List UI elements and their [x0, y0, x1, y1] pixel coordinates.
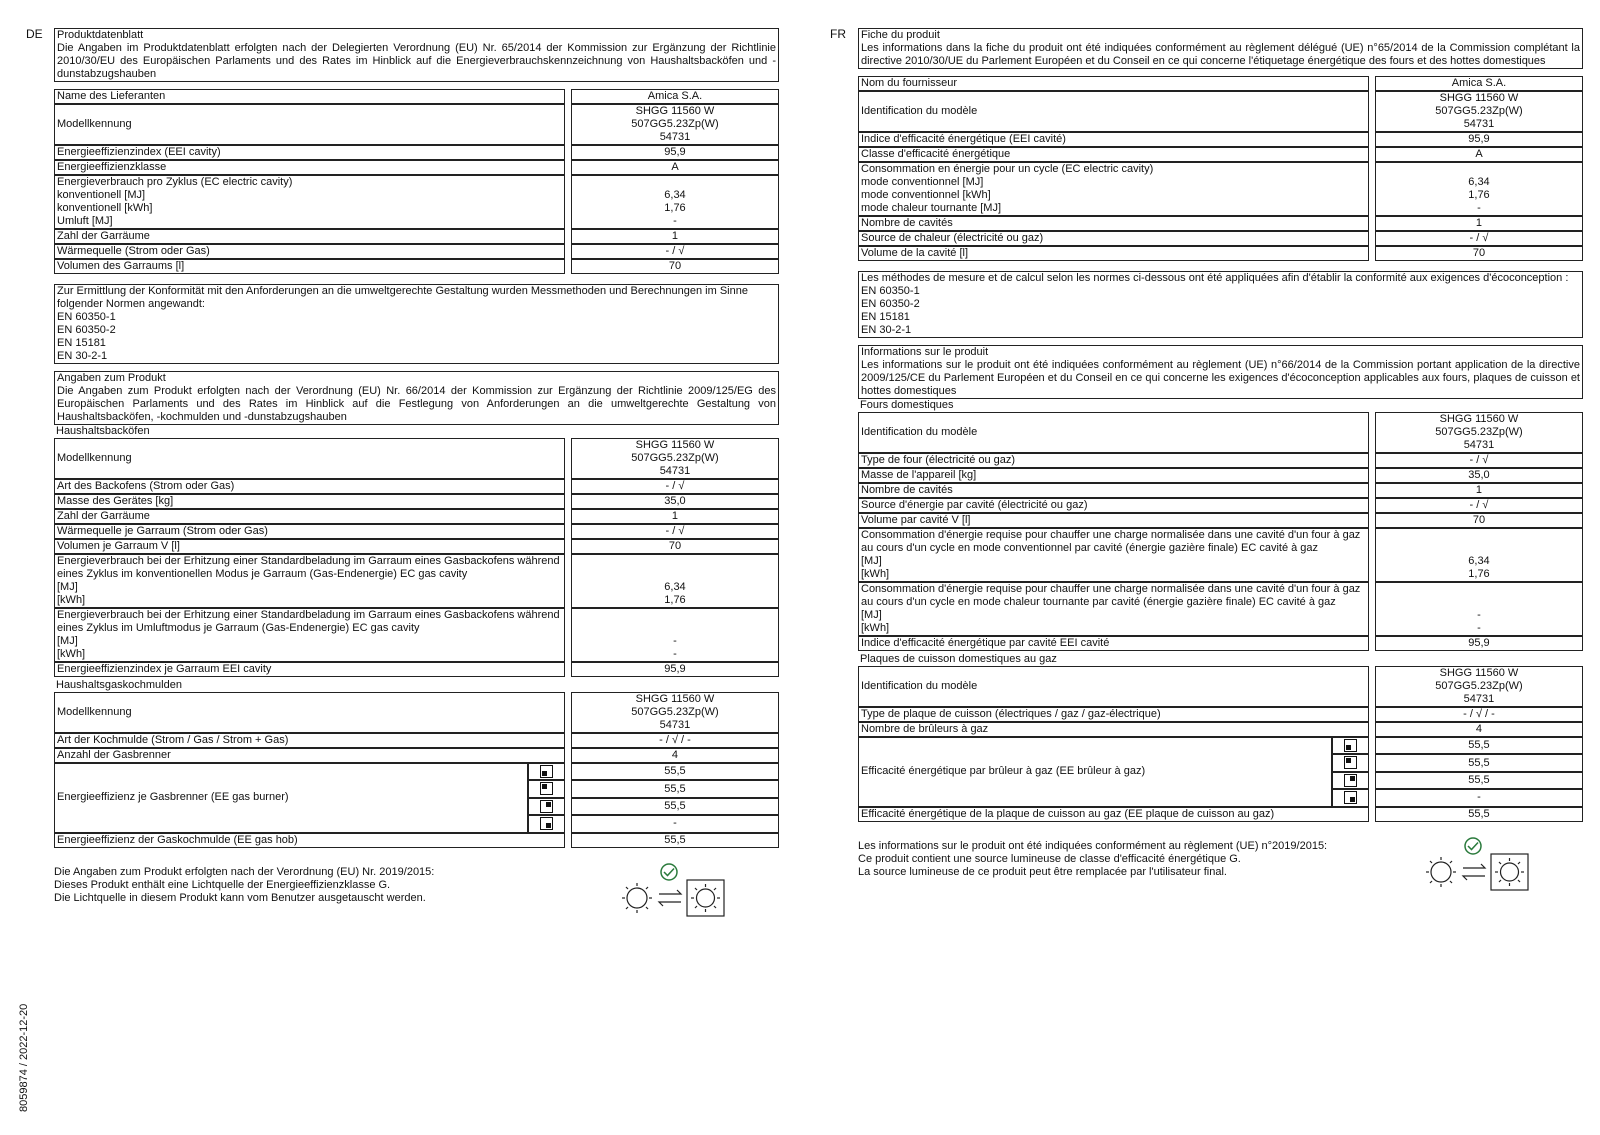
table-row: [858, 216, 1583, 231]
burner-efficiency-value: 55,5: [1375, 772, 1583, 789]
model-label: Identification du modèle: [858, 412, 1369, 453]
hobs-table: [858, 666, 1583, 822]
text-line: 507GG5.23Zp(W): [1435, 680, 1523, 692]
volume-label: Volume par cavité V [l]: [858, 513, 1369, 528]
burner-efficiency-value: 55,5: [1375, 754, 1583, 771]
text-line: 54731: [1463, 439, 1495, 451]
text-line: Energieverbrauch pro Zyklus (EC electric cavity): [57, 176, 293, 188]
energy-class-value: A: [1375, 147, 1583, 162]
table-row: [54, 89, 779, 104]
burners-count-value: 4: [571, 748, 779, 763]
burner-front-left-icon: [1344, 756, 1357, 769]
ovens-table: [54, 438, 779, 677]
text-line: 1,76: [664, 594, 686, 606]
text-line: 6,34: [664, 189, 686, 201]
text-line: EN 30-2-1: [57, 350, 108, 362]
cavities-label: Nombre de cavités: [858, 483, 1369, 498]
mass-value: 35,0: [571, 494, 779, 509]
table-row: [858, 636, 1583, 651]
text-line: 6,34: [1468, 176, 1490, 188]
datasheet-text: Les informations dans la fiche du produit ont été indiquées conformément au règlement délégué (UE) n°65/2014 de la Commission complétant la directive 2010/30/UE du Parlement Européen et du Conseil en ce qui concerne l'étiquetage énergétique des fours et des hottes domestiques: [861, 42, 1580, 67]
ec-conventional-value: [571, 554, 779, 608]
table-row: [54, 145, 779, 160]
model-value: [1375, 666, 1583, 707]
cavities-value: 1: [571, 229, 779, 244]
energy-consumption-label: [54, 175, 565, 229]
text-line: Dieses Produkt enthält eine Lichtquelle der Energieeffizienzklasse G.: [54, 878, 391, 891]
text-line: EN 60350-1: [57, 311, 116, 323]
heat-source-value: - / √: [1375, 498, 1583, 513]
text-line: -: [673, 635, 677, 647]
text-line: [kWh]: [57, 594, 86, 606]
heat-source-label: Wärmequelle je Garraum (Strom oder Gas): [54, 524, 565, 539]
text-line: 507GG5.23Zp(W): [631, 706, 719, 718]
text-line: EN 60350-2: [57, 324, 116, 336]
hobs-section-title: Haushaltsgaskochmulden: [56, 679, 182, 691]
text-line: -: [673, 648, 677, 660]
table-row: [858, 737, 1583, 754]
text-line: [MJ]: [57, 635, 78, 647]
ec-fan-value: [1375, 582, 1583, 636]
burner-rear-right-icon: [1344, 791, 1357, 804]
replaceable-light-source-icon: [1423, 834, 1533, 894]
model-label: Modellkennung: [54, 438, 565, 479]
datasheet-header: [858, 28, 1583, 69]
text-line: mode conventionnel [kWh]: [861, 189, 991, 201]
text-line: Les informations sur le produit ont été indiquées conformément au règlement (UE) n°2019/2015:: [858, 839, 1328, 852]
table-row: [858, 807, 1583, 822]
energy-consumption-label: [858, 162, 1369, 216]
burner-efficiency-label: Efficacité énergétique par brûleur à gaz (EE brûleur à gaz): [858, 737, 1332, 807]
heat-source-value: - / √: [571, 524, 779, 539]
burner-position-icon: [1332, 772, 1369, 789]
table-row: [54, 509, 779, 524]
text-line: SHGG 11560 W: [635, 105, 715, 117]
model-value: [571, 438, 779, 479]
eei-value: 95,9: [1375, 132, 1583, 147]
eei-value: 95,9: [571, 145, 779, 160]
hob-type-value: - / √ / -: [1375, 707, 1583, 722]
cavities-value: 1: [571, 509, 779, 524]
datasheet-title: Fiche du produit: [861, 29, 940, 41]
text-line: [kWh]: [57, 648, 86, 660]
volume-value: 70: [1375, 246, 1583, 261]
text-line: [574, 176, 776, 189]
text-line: 1,76: [1468, 189, 1490, 201]
oven-type-label: Type de four (électricité ou gaz): [858, 453, 1369, 468]
text-line: 1,76: [1468, 568, 1490, 580]
volume-value: 70: [571, 259, 779, 274]
burner-position-icon: [1332, 754, 1369, 771]
burner-efficiency-label: Energieeffizienz je Gasbrenner (EE gas burner): [54, 763, 528, 833]
table-row: [54, 662, 779, 677]
ec-fan-value: [571, 608, 779, 662]
ec-conventional-label: [54, 554, 565, 608]
mass-label: Masse des Gerätes [kg]: [54, 494, 565, 509]
table-row: [54, 175, 779, 229]
eei-cavity-value: 95,9: [571, 662, 779, 677]
supplier-label: Name des Lieferanten: [54, 89, 565, 104]
text-line: Umluft [MJ]: [57, 215, 113, 227]
mass-label: Masse de l'appareil [kg]: [858, 468, 1369, 483]
product-info-text: Die Angaben zum Produkt erfolgten nach der Verordnung (EU) Nr. 66/2014 der Kommission zur Ergänzung der Richtlinie 2009/125/EG des Europäischen Parlaments und des Rates im Hinblick auf die Festlegung von Anforderungen an die umweltgerechte Gestaltung von Haushaltsbacköfen, -kochmulden und -dunstabzugshauben: [57, 385, 776, 423]
burners-count-label: Nombre de brûleurs à gaz: [858, 722, 1369, 737]
burner-position-icon: [1332, 789, 1369, 806]
burner-front-left-icon: [540, 782, 553, 795]
text-line: [1378, 163, 1580, 176]
heat-source-value: - / √: [1375, 231, 1583, 246]
text-line: konventionell [kWh]: [57, 202, 153, 214]
table-row: [858, 76, 1583, 91]
datasheet-title: Produktdatenblatt: [57, 29, 144, 41]
table-row: [54, 160, 779, 175]
norms-text: [861, 272, 1580, 337]
datasheet-header: [54, 28, 779, 82]
text-line: -: [1477, 622, 1481, 634]
burner-efficiency-value: -: [571, 815, 779, 832]
text-line: konventionell [MJ]: [57, 189, 146, 201]
datasheet-text: Die Angaben im Produktdatenblatt erfolgten nach der Delegierten Verordnung (EU) Nr. 65/2014 der Kommission zur Ergänzung der Richtlinie 2010/30/EU des Europäischen Parlaments und des Rates im Hinblick auf die Energieverbrauchskennzeichnung von Haushaltsbacköfen und - dunstabzugshauben: [57, 42, 776, 80]
model-value: [1375, 412, 1583, 453]
product-info-title: Informations sur le produit: [861, 346, 989, 358]
text-line: 6,34: [664, 581, 686, 593]
eei-cavity-label: Energieeffizienzindex je Garraum EEI cavity: [54, 662, 565, 677]
text-line: Consommation d'énergie requise pour chauffer une charge normalisée dans une cavité d'un four à gaz au cours d'un cycle en mode chaleur tournante par cavité (énergie gazière finale) EC cavité à gaz: [861, 583, 1361, 608]
text-line: mode conventionnel [MJ]: [861, 176, 984, 188]
text-line: SHGG 11560 W: [635, 439, 715, 451]
ovens-table: [858, 412, 1583, 651]
ec-fan-label: [858, 582, 1369, 636]
oven-type-value: - / √: [571, 479, 779, 494]
text-line: Die Angaben zum Produkt erfolgten nach der Verordnung (EU) Nr. 2019/2015:: [54, 865, 435, 878]
eei-cavity-value: 95,9: [1375, 636, 1583, 651]
text-line: Die Lichtquelle in diesem Produkt kann vom Benutzer ausgetauscht werden.: [54, 891, 426, 904]
burner-efficiency-value: 55,5: [571, 798, 779, 815]
burner-position-icon: [528, 815, 565, 832]
table-row: [54, 104, 779, 145]
table-row: [858, 513, 1583, 528]
ec-conventional-value: [1375, 528, 1583, 582]
text-line: Ce produit contient une source lumineuse de classe d'efficacité énergétique G.: [858, 852, 1241, 865]
eei-label: Energieeffizienzindex (EEI cavity): [54, 145, 565, 160]
energy-class-value: A: [571, 160, 779, 175]
volume-label: Volumen je Garraum V [l]: [54, 539, 565, 554]
table-row: [54, 524, 779, 539]
mass-value: 35,0: [1375, 468, 1583, 483]
model-label: Modellkennung: [54, 104, 565, 145]
table-row: [858, 231, 1583, 246]
energy-class-label: Classe d'efficacité énergétique: [858, 147, 1369, 162]
product-info-box: [858, 345, 1583, 399]
burner-efficiency-value: 55,5: [571, 780, 779, 797]
text-line: Consommation en énergie pour un cycle (EC electric cavity): [861, 163, 1154, 175]
text-line: 54731: [1463, 118, 1495, 130]
volume-label: Volume de la cavité [l]: [858, 246, 1369, 261]
table-row: [54, 733, 779, 748]
energy-consumption-value: [571, 175, 779, 229]
ovens-section-title: Haushaltsbacköfen: [56, 425, 150, 437]
table-row: [54, 692, 779, 733]
model-label: Identification du modèle: [858, 666, 1369, 707]
hob-type-label: Art der Kochmulde (Strom / Gas / Strom + Gas): [54, 733, 565, 748]
burner-front-right-icon: [1344, 774, 1357, 787]
table-row: [54, 244, 779, 259]
model-value: [571, 692, 779, 733]
hobs-section-title: Plaques de cuisson domestiques au gaz: [860, 653, 1057, 665]
text-line: 507GG5.23Zp(W): [1435, 105, 1523, 117]
eei-label: Indice d'efficacité énergétique (EEI cavité): [858, 132, 1369, 147]
text-line: EN 60350-1: [861, 285, 920, 297]
table-row: [858, 722, 1583, 737]
oven-type-value: - / √: [1375, 453, 1583, 468]
text-line: EN 30-2-1: [861, 324, 912, 336]
model-label: Identification du modèle: [858, 91, 1369, 132]
text-line: Energieverbrauch bei der Erhitzung einer Standardbeladung im Garraum eines Gasbackofens während eines Zyklus im Umluftmodus je Garraum (Gas-Endenergie) EC gas cavity: [57, 609, 560, 634]
table-row: [858, 582, 1583, 636]
table-row: [858, 528, 1583, 582]
text-line: [kWh]: [861, 568, 890, 580]
text-line: 507GG5.23Zp(W): [631, 452, 719, 464]
table-row: [858, 147, 1583, 162]
table-row: [54, 479, 779, 494]
burner-position-icon: [1332, 737, 1369, 754]
text-line: 54731: [659, 719, 691, 731]
text-line: -: [1477, 202, 1481, 214]
burner-efficiency-value: -: [1375, 789, 1583, 806]
table-row: [858, 453, 1583, 468]
heat-source-label: Source d'énergie par cavité (électricité ou gaz): [858, 498, 1369, 513]
text-line: [MJ]: [861, 555, 882, 567]
text-line: SHGG 11560 W: [1439, 92, 1519, 104]
table-row: [858, 162, 1583, 216]
oven-type-label: Art des Backofens (Strom oder Gas): [54, 479, 565, 494]
burner-position-icon: [528, 780, 565, 797]
text-line: Zur Ermittlung der Konformität mit den Anforderungen an die umweltgerechte Gestaltung wurden Messmethoden und Berechnungen im Sinne folgender Normen angewandt:: [57, 285, 748, 310]
norms-text: [57, 285, 776, 363]
burner-efficiency-value: 55,5: [1375, 737, 1583, 754]
burner-rear-left-icon: [1344, 739, 1357, 752]
text-line: [MJ]: [861, 609, 882, 621]
cavities-value: 1: [1375, 216, 1583, 231]
model-label: Modellkennung: [54, 692, 565, 733]
hob-type-value: - / √ / -: [571, 733, 779, 748]
language-code-de: DE: [26, 27, 43, 41]
table-row: [54, 833, 779, 848]
hob-type-label: Type de plaque de cuisson (électriques / gaz / gaz-électrique): [858, 707, 1369, 722]
table-row: [858, 246, 1583, 261]
text-line: 54731: [1463, 693, 1495, 705]
table-row: [858, 498, 1583, 513]
burner-rear-right-icon: [540, 817, 553, 830]
light-source-note: [858, 840, 1583, 879]
column-de: [54, 28, 779, 905]
eei-cavity-label: Indice d'efficacité énergétique par cavité EEI cavité: [858, 636, 1369, 651]
table-row: [54, 438, 779, 479]
text-line: -: [1477, 609, 1481, 621]
table-row: [54, 494, 779, 509]
text-line: 507GG5.23Zp(W): [631, 118, 719, 130]
light-source-text: [858, 840, 1418, 879]
energy-label-table: [54, 89, 779, 274]
text-line: [MJ]: [57, 581, 78, 593]
text-line: EN 15181: [57, 337, 106, 349]
text-line: Energieverbrauch bei der Erhitzung einer Standardbeladung im Garraum eines Gasbackofens während eines Zyklus im konventionellen Modus je Garraum (Gas-Endenergie) EC gas cavity: [57, 555, 560, 580]
table-row: [54, 539, 779, 554]
volume-value: 70: [1375, 513, 1583, 528]
text-line: Les méthodes de mesure et de calcul selon les normes ci-dessous ont été appliquées afin d'établir la conformité aux exigences d'écoconception :: [861, 272, 1569, 284]
cavities-label: Nombre de cavités: [858, 216, 1369, 231]
product-info-title: Angaben zum Produkt: [57, 372, 166, 384]
document-id: 8059874 / 2022-12-20: [18, 1003, 30, 1112]
cavities-label: Zahl der Garräume: [54, 509, 565, 524]
volume-value: 70: [571, 539, 779, 554]
supplier-label: Nom du fournisseur: [858, 76, 1369, 91]
text-line: 6,34: [1468, 555, 1490, 567]
text-line: EN 15181: [861, 311, 910, 323]
text-line: mode chaleur tournante [MJ]: [861, 202, 1002, 214]
table-row: [858, 132, 1583, 147]
table-row: [858, 666, 1583, 707]
burner-efficiency-value: 55,5: [571, 763, 779, 780]
product-info-box: [54, 371, 779, 425]
burners-count-label: Anzahl der Gasbrenner: [54, 748, 565, 763]
burner-position-icon: [528, 763, 565, 780]
text-line: 507GG5.23Zp(W): [1435, 426, 1523, 438]
hob-efficiency-label: Efficacité énergétique de la plaque de cuisson au gaz (EE plaque de cuisson au gaz): [858, 807, 1369, 822]
text-line: Consommation d'énergie requise pour chauffer une charge normalisée dans une cavité d'un four à gaz au cours d'un cycle en mode conventionnel par cavité (énergie gazière finale) EC cavité à gaz: [861, 529, 1361, 554]
text-line: La source lumineuse de ce produit peut être remplacée par l'utilisateur final.: [858, 865, 1227, 878]
burner-rear-left-icon: [540, 765, 553, 778]
cavities-value: 1: [1375, 483, 1583, 498]
norms-box: [858, 271, 1583, 338]
ec-conventional-label: [858, 528, 1369, 582]
volume-label: Volumen des Garraums [l]: [54, 259, 565, 274]
cavities-label: Zahl der Garräume: [54, 229, 565, 244]
energy-label-table: [858, 76, 1583, 261]
light-source-text: [54, 866, 614, 905]
text-line: 54731: [659, 465, 691, 477]
text-line: 1,76: [664, 202, 686, 214]
burner-front-right-icon: [540, 800, 553, 813]
hob-efficiency-label: Energieeffizienz der Gaskochmulde (EE gas hob): [54, 833, 565, 848]
table-row: [858, 707, 1583, 722]
table-row: [54, 554, 779, 608]
text-line: 54731: [659, 131, 691, 143]
text-line: SHGG 11560 W: [635, 693, 715, 705]
table-row: [54, 608, 779, 662]
norms-box: [54, 284, 779, 364]
supplier-value: Amica S.A.: [1375, 76, 1583, 91]
heat-source-label: Source de chaleur (électricité ou gaz): [858, 231, 1369, 246]
light-source-note: [54, 866, 779, 905]
table-row: [858, 483, 1583, 498]
text-line: SHGG 11560 W: [1439, 667, 1519, 679]
text-line: [kWh]: [861, 622, 890, 634]
energy-class-label: Energieeffizienzklasse: [54, 160, 565, 175]
burner-position-icon: [528, 798, 565, 815]
burners-count-value: 4: [1375, 722, 1583, 737]
energy-consumption-value: [1375, 162, 1583, 216]
product-info-text: Les informations sur le produit ont été indiquées conformément au règlement (UE) n°66/2014 de la Commission portant application de la directive 2009/125/CE du Parlement Européen et du Conseil en ce qui concerne les exigences d'écoconception applicables aux fours, plaques de cuisson et hottes domestiques: [861, 359, 1580, 397]
table-row: [54, 748, 779, 763]
ovens-section-title: Fours domestiques: [860, 399, 954, 411]
table-row: [858, 91, 1583, 132]
hob-efficiency-value: 55,5: [571, 833, 779, 848]
heat-source-value: - / √: [571, 244, 779, 259]
table-row: [54, 763, 779, 780]
heat-source-label: Wärmequelle (Strom oder Gas): [54, 244, 565, 259]
column-fr: [858, 28, 1583, 879]
model-value: [571, 104, 779, 145]
text-line: -: [673, 215, 677, 227]
ec-fan-label: [54, 608, 565, 662]
language-code-fr: FR: [830, 27, 846, 41]
table-row: [858, 468, 1583, 483]
text-line: SHGG 11560 W: [1439, 413, 1519, 425]
supplier-value: Amica S.A.: [571, 89, 779, 104]
replaceable-light-source-icon: [619, 860, 729, 920]
text-line: EN 60350-2: [861, 298, 920, 310]
table-row: [54, 259, 779, 274]
table-row: [858, 412, 1583, 453]
hobs-table: [54, 692, 779, 848]
hob-efficiency-value: 55,5: [1375, 807, 1583, 822]
table-row: [54, 229, 779, 244]
model-value: [1375, 91, 1583, 132]
